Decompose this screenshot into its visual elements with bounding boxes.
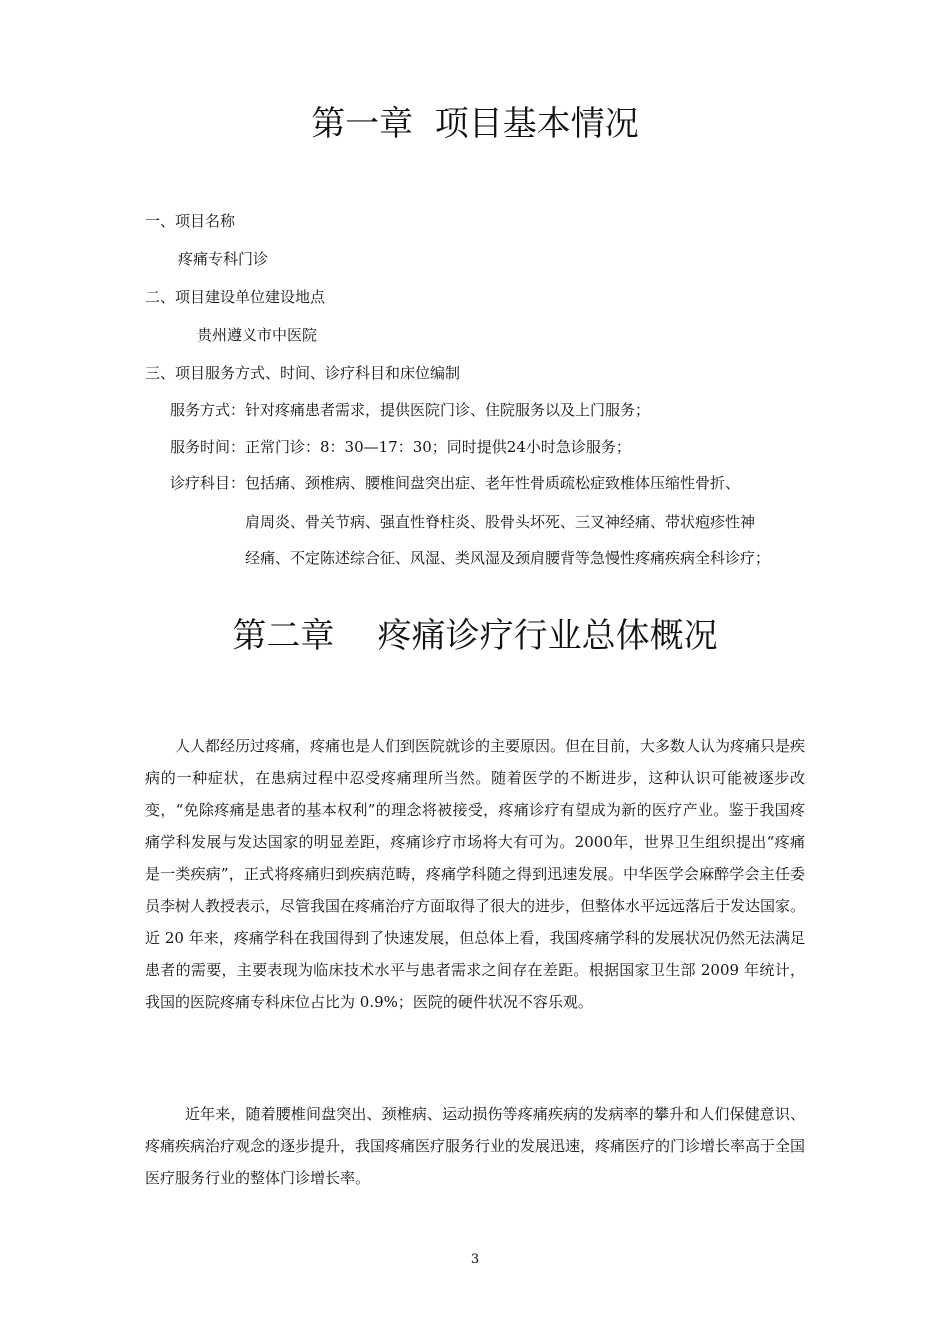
chapter-2-paragraph-2: 近年来，随着腰椎间盘突出、颈椎病、运动损伤等疼痛疾病的发病率的攀升和人们保健意识、疼痛疾病治疗观念的逐步提升，我国疼痛医疗服务行业的发展迅速，疼痛医疗的门诊增长率高于全国医疗服务行业的整体门诊增长率。 — [145, 1105, 806, 1187]
project-location: 贵州遵义市中医院 — [197, 326, 318, 344]
section-2-heading: 二、项目建设单位建设地点 — [145, 288, 326, 306]
page-number: 3 — [470, 1252, 480, 1267]
section-1-heading: 一、项目名称 — [145, 212, 236, 230]
subjects-line-2: 肩周炎、骨关节病、强直性脊柱炎、股骨头坏死、三叉神经痛、带状疱疹性神 — [245, 513, 756, 531]
project-name: 疼痛专科门诊 — [178, 250, 269, 268]
service-time: 服务时间：正常门诊：8：30—17：30；同时提供24小时急诊服务； — [170, 438, 631, 456]
chapter-2-title: 第二章 疼痛诊疗行业总体概况 — [232, 616, 718, 656]
chapter-1-title: 第一章 项目基本情况 — [311, 104, 639, 144]
chapter-2-paragraph-1: 人人都经历过疼痛，疼痛也是人们到医院就诊的主要原因。但在目前，大多数人认为疼痛只是疾病的一种症状，在患病过程中忍受疼痛理所当然。随着医学的不断进步，这种认识可能被逐步改变，“免除疼痛是患者的基本权利”的理念将被接受，疼痛诊疗有望成为新的医疗产业。鉴于我国疼痛学科发展与发达国家的明显差距，疼痛诊疗市场将大有可为。2000年，世界卫生组织提出“疼痛是一类疾病”，正式将疼痛归到疾病范畴，疼痛学科随之得到迅速发展。中华医学会麻醉学会主任委员李树人教授表示，尽管我国在疼痛治疗方面取得了很大的进步，但整体水平远远落后于发达国家。近 20 年来，疼痛学科在我国得到了快速发展，但总体上看，我国疼痛学科的发展状况仍然无法满足患者的需要，主要表现为临床技术水平与患者需求之间存在差距。根据国家卫生部 2009 年统计，我国的医院疼痛专科床位占比为 0.9%；医院的硬件状况不容乐观。 — [145, 737, 806, 1011]
section-3-heading: 三、项目服务方式、时间、诊疗科目和床位编制 — [145, 364, 461, 382]
subjects-line-3: 经痛、不定陈述综合征、风湿、类风湿及颈肩腰背等急慢性疼痛疾病全科诊疗； — [245, 549, 771, 567]
subjects-line-1: 诊疗科目：包括痛、颈椎病、腰椎间盘突出症、老年性骨质疏松症致椎体压缩性骨折、 — [170, 474, 741, 492]
service-mode: 服务方式：针对疼痛患者需求，提供医院门诊、住院服务以及上门服务； — [170, 401, 651, 419]
